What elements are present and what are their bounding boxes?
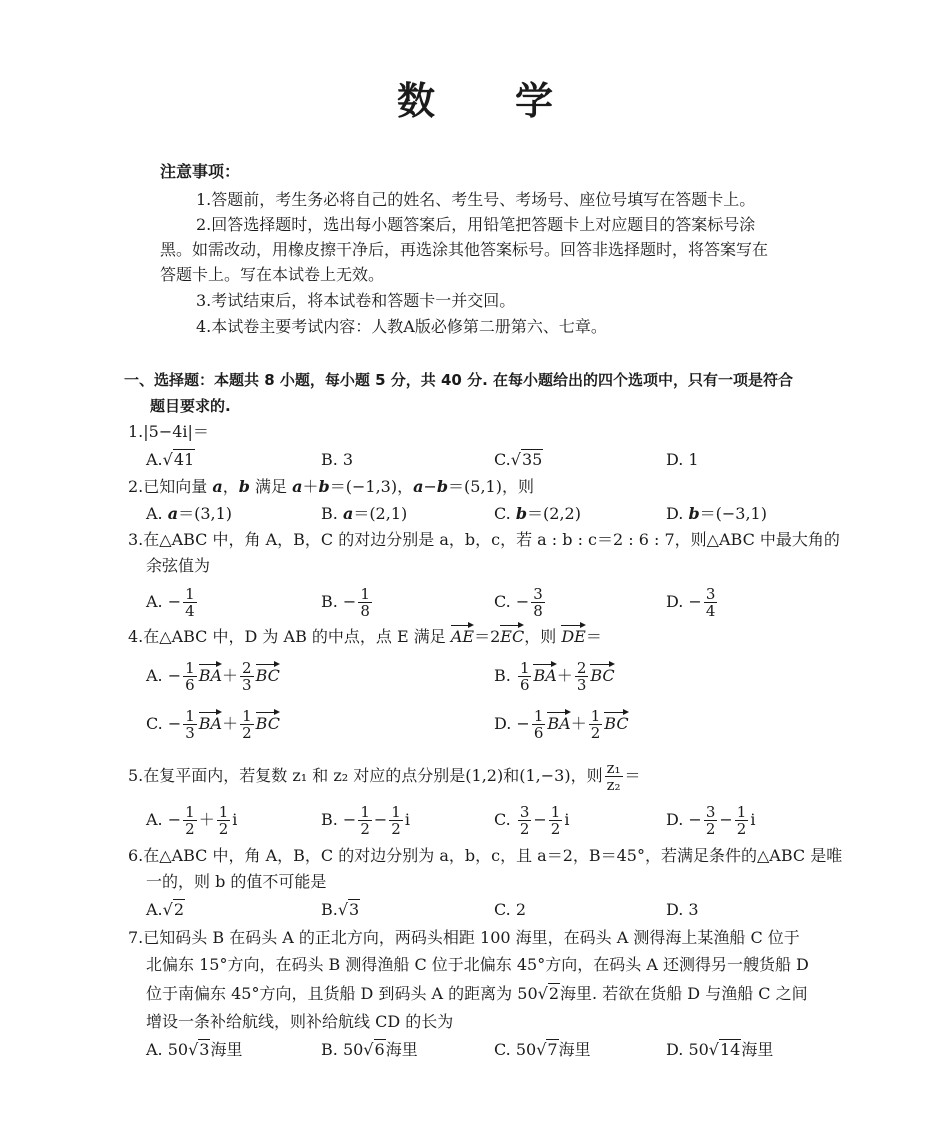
q3-option-b: B. − $\frac{1}{8}$ <box>321 585 370 620</box>
q3-stem-line2: 余弦值为 <box>146 556 211 575</box>
q6-option-c: C. 2 <box>494 900 527 919</box>
q7-stem-line3: 位于南偏东 45°方向，且货船 D 到码头 A 的距离为 50√2海里. 若欲在货船 D 与渔船 C 之间 <box>146 984 808 1003</box>
q7-option-c: C. 50√7海里 <box>494 1040 591 1059</box>
q1-option-b: B. 3 <box>321 450 354 469</box>
q7-option-b: B. 50√6海里 <box>321 1040 418 1059</box>
notice-item-3: 3.考试结束后，将本试卷和答题卡一并交回。 <box>196 291 516 310</box>
q5-option-b: B. − $\frac{1}{2}$ − $\frac{1}{2}$ i <box>321 803 410 838</box>
q5-option-a: A. − $\frac{1}{2}$ ＋ $\frac{1}{2}$ i <box>146 803 238 838</box>
q7-option-a: A. 50√3海里 <box>146 1040 243 1059</box>
notice-item-1: 1.答题前，考生务必将自己的姓名、考生号、考场号、座位号填写在答题卡上。 <box>196 190 756 209</box>
q4-option-c: C. − $\frac{1}{3}$ BA＋ $\frac{1}{2}$ BC <box>146 707 280 742</box>
q5-option-d: D. − $\frac{3}{2}$ − $\frac{1}{2}$ i <box>666 803 756 838</box>
q4-option-b: B. $\frac{1}{6}$ BA＋ $\frac{2}{3}$ BC <box>494 659 615 694</box>
q2-option-c: C. b＝(2,2) <box>494 504 581 523</box>
q1-option-c: C.√35 <box>494 450 543 469</box>
notice-item-4: 4.本试卷主要考试内容：人教A版必修第二册第六、七章。 <box>196 317 607 336</box>
q5-stem: 5.在复平面内，若复数 z₁ 和 z₂ 对应的点分别是(1,2)和(1,−3)，则 $\frac{\text{z₁}}{\text{z₂}}$ ＝ <box>128 759 641 794</box>
q4-stem: 4.在△ABC 中，D 为 AB 的中点，点 E 满足 AE＝2EC，则 DE＝ <box>128 627 602 646</box>
q3-option-d: D. − $\frac{3}{4}$ <box>666 585 716 620</box>
q1-option-d: D. 1 <box>666 450 699 469</box>
q3-stem-line1: 3.在△ABC 中，角 A，B，C 的对边分别是 a，b，c，若 a : b : c＝2 : 6 : 7，则△ABC 中最大角的 <box>128 530 840 549</box>
notice-item-2b: 黑。如需改动，用橡皮擦干净后，再选涂其他答案标号。回答非选择题时，将答案写在 <box>160 240 769 259</box>
q4-option-a: A. − $\frac{1}{6}$ BA＋ $\frac{2}{3}$ BC <box>146 659 280 694</box>
section-1-heading: 一、选择题：本题共 8 小题，每小题 5 分，共 40 分. 在每小题给出的四个选项中，只有一项是符合 <box>124 371 794 389</box>
q2-option-a: A. a＝(3,1) <box>146 504 233 523</box>
q2-stem: 2.已知向量 a，b 满足 a＋b＝(−1,3)，a−b＝(5,1)，则 <box>128 477 534 496</box>
q6-option-d: D. 3 <box>666 900 699 919</box>
section-1-heading-cont: 题目要求的. <box>150 397 231 415</box>
q3-option-c: C. − $\frac{3}{8}$ <box>494 585 543 620</box>
q5-option-c: C. $\frac{3}{2}$ − $\frac{1}{2}$ i <box>494 803 570 838</box>
notice-heading: 注意事项： <box>160 162 241 181</box>
q2-option-b: B. a＝(2,1) <box>321 504 408 523</box>
q6-stem-line2: 一的，则 b 的值不可能是 <box>146 872 327 891</box>
q1-option-a: A.√41 <box>146 450 195 469</box>
q7-stem-line4: 增设一条补给航线，则补给航线 CD 的长为 <box>146 1012 454 1031</box>
q6-stem-line1: 6.在△ABC 中，角 A，B，C 的对边分别为 a，b，c，且 a＝2，B＝45°，若满足条件的△ABC 是唯 <box>128 846 843 865</box>
q3-option-a: A. − $\frac{1}{4}$ <box>146 585 195 620</box>
q7-stem-line2: 北偏东 15°方向，在码头 B 测得渔船 C 位于北偏东 45°方向，在码头 A 还测得另一艘货船 D <box>146 955 809 974</box>
q7-stem-line1: 7.已知码头 B 在码头 A 的正北方向，两码头相距 100 海里，在码头 A 测得海上某渔船 C 位于 <box>128 928 800 947</box>
q1-stem: 1.|5−4i|＝ <box>128 422 209 441</box>
q2-option-d: D. b＝(−3,1) <box>666 504 767 523</box>
q4-option-d: D. − $\frac{1}{6}$ BA＋ $\frac{1}{2}$ BC <box>494 707 629 742</box>
q6-option-b: B.√3 <box>321 900 360 919</box>
q6-option-a: A.√2 <box>146 900 185 919</box>
q7-option-d: D. 50√14海里 <box>666 1040 774 1059</box>
page-title: 数 学 <box>396 79 554 123</box>
notice-item-2c: 答题卡上。写在本试卷上无效。 <box>160 265 385 284</box>
notice-item-2a: 2.回答选择题时，选出每小题答案后，用铅笔把答题卡上对应题目的答案标号涂 <box>196 215 756 234</box>
